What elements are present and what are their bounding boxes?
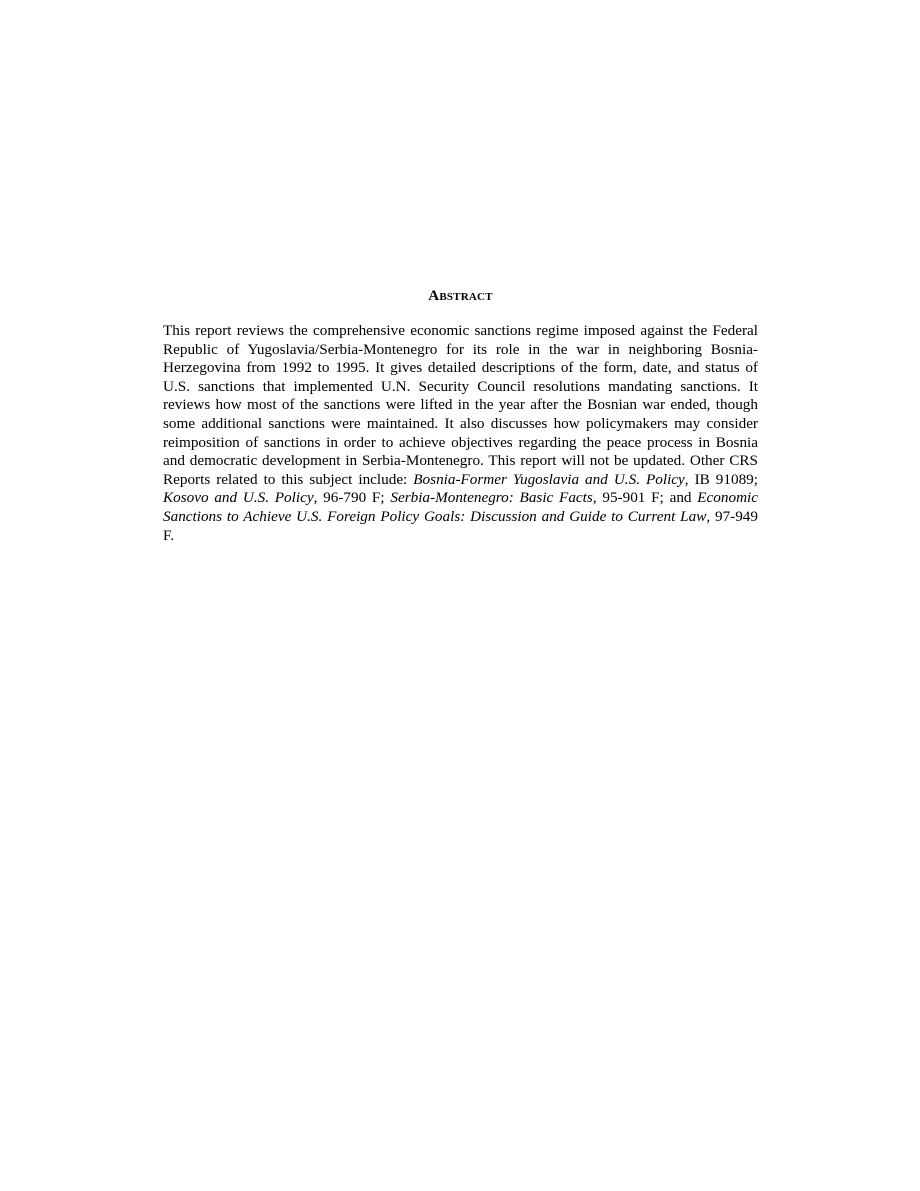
report-number-kosovo: , 96-790 F;: [313, 489, 391, 507]
report-title-sanctions: Economic Sanctions to Achieve U.S. Foreign Policy Goals: Discussion and Guide to Current Law: [163, 489, 759, 525]
report-title-serbia: Serbia-Montenegro: Basic Facts: [390, 489, 593, 507]
abstract-heading: Abstract: [428, 288, 493, 304]
report-number-serbia: , 95-901 F; and: [592, 489, 698, 507]
abstract-paragraph: [163, 322, 758, 545]
report-number-bosnia: , IB 91089;: [684, 470, 758, 488]
abstract-section: [163, 287, 758, 545]
abstract-text-intro: This report reviews the comprehensive economic sanctions regime imposed against the Federal Republic of Yugoslavia/Serbia-Montenegro for its role in the war in neighboring Bosnia-Herzegovina from 1992 to 1995. It gives detailed descriptions of the form, date, and status of U.S. sanctions that implemented U.N. Security Council resolutions mandating sanctions. It reviews how most of the sanctions were lifted in the year after the Bosnian war ended, though some additional sanctions were maintained. It also discusses how policymakers may consider reimposition of sanctions in order to achieve objectives regarding the peace process in Bosnia and democratic development in Serbia-Montenegro. This report will not be updated. Other CRS Reports related to this subject include:: [163, 322, 758, 488]
report-number-sanctions: , 97-949 F.: [163, 507, 758, 544]
report-title-kosovo: Kosovo and U.S. Policy: [163, 489, 314, 507]
report-title-bosnia: Bosnia-Former Yugoslavia and U.S. Policy: [413, 470, 685, 488]
